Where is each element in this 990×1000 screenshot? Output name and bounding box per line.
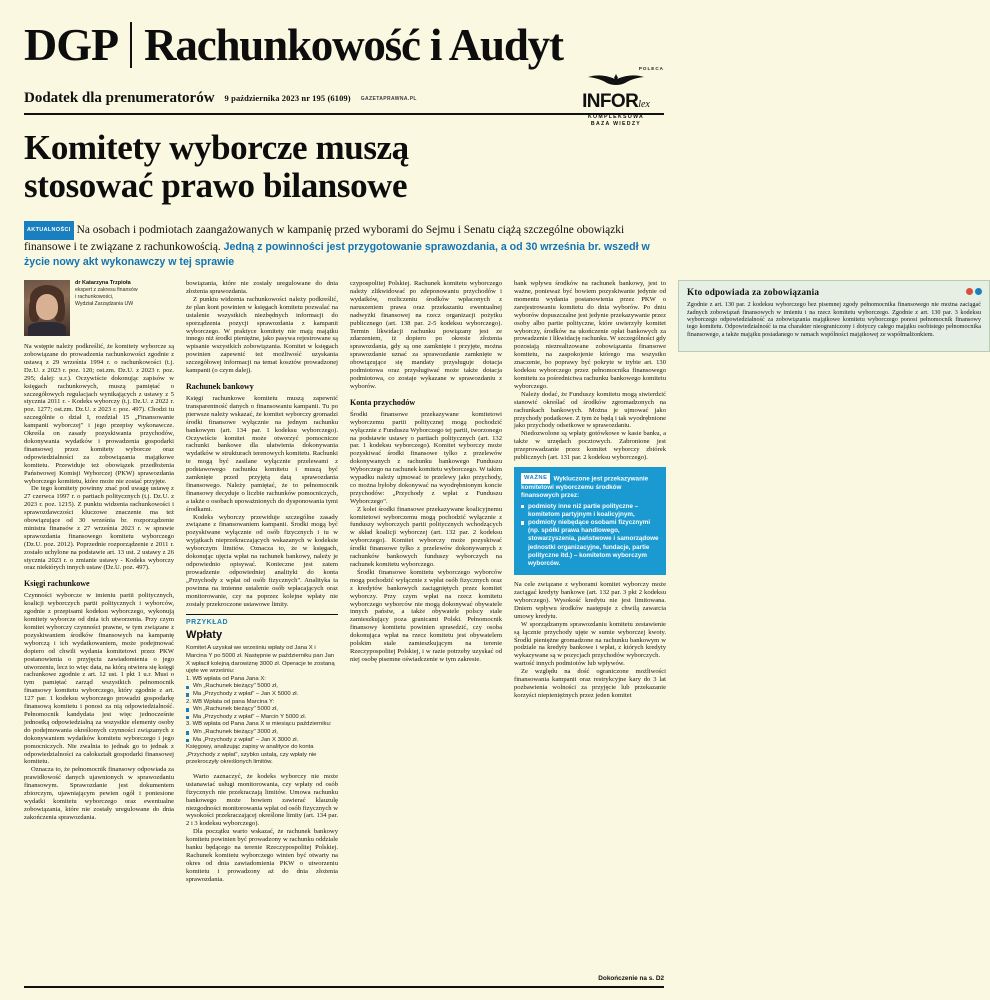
column-2 xyxy=(186,280,338,992)
paragraph: Księgi rachunkowe komitetu muszą zapewnić transparentność danych o finansowaniu kampanii. Tu po pierwsze należy wskazać, że komitet wyborczy gromadzi środki finansowe wyłącznie na jednym rachunku bankowym (art. 134 par. 1 kodeksu wyborczego). Oczywiście komitet może otworzyć pomocnicze rachunki bankowe dla ułatwienia dokonywania wydatków w strukturach terenowych komitetu. Rachunki te mogą być zasilane wyłącznie przelewami z podstawowego rachunku komitetu i muszą być zamknięte przed przyjętą datą sprawozdania finansowego. Należy pamiętać, że to pełnomocnik finansowy decyduje o liczbie rachunków pomocniczych, a także o osobach upoważnionych do dysponowania tymi środkami. xyxy=(186,394,338,513)
masthead-divider xyxy=(130,22,132,68)
info-box-liability xyxy=(678,280,990,352)
publication-logo: DGP xyxy=(24,19,119,70)
example-step-line: Wn „Rachunek bieżący" 5000 zł, xyxy=(186,706,338,714)
paragraph: Na wstępie należy podkreślić, że komitety wyborcze są zobowiązane do prowadzenia rachunkowości zgodnie z ustawą z 29 września 1994 r. o rachunkowości (t.j. Dz.U. z 2023 r. poz. 120; ost.zm. Dz.U. z 2023 r. poz. 295; dalej: u.r.). Oczywiście dokonując zapisów w księgach rachunkowych, muszą pamiętać o szczegółowych regulacjach wynikających z ustawy z 5 stycznia 2011 r. - Kodeks wyborczy (t.j. Dz.U. z 2022 r. poz. 1277; ost.zm. Dz.U. z 2023 r. poz. 497). Chodzi tu szczególnie o dział I, rozdział 15 „Finansowanie kampanii wyborczej" i jego przepisy wykonawcze. Określa on zasady pozyskiwania przychodów, dokonywania wydatków i prowadzenia gospodarki finansowej przez komitety wyborcze oraz odpowiedzialności za zobowiązania majątkowe komitetu. Przewiduje też obowiązek przedłożenia Państwowej Komisji Wyborczej (PKW) sprawozdania wyborczego komitetu, które może nie zostać przyjęte. xyxy=(24,343,174,485)
section-title: Rachunkowość i Audyt xyxy=(144,20,563,70)
example-closing: Księgowy, analizując zapisy w analityce do konta „Przychody z wpłat", szybko ustalą, czy wpłaty nie przekroczyły określonych limitów. xyxy=(186,744,317,766)
box-decoration-icons xyxy=(966,288,982,295)
lead-highlight-text: Jedną z powinności jest przygotowanie sprawozdania, a od 30 września br. wszedł w życie nowy akt wykonawczy w tej sprawie xyxy=(24,240,650,268)
issue-line: 9 października 2023 nr 195 (6109) xyxy=(224,93,351,103)
info-box-body: Zgodnie z art. 130 par. 2 kodeksu wyborczego bez pisemnej zgody pełnomocnika finansowego nie można zaciągać żadnych zobowiązań finansowych w imieniu i na rzecz komitetu wyborczego. Zgodnie z art. 130 par. 3 kodeksu wyborczego odpowiedzialność za zobowiązania majątkowe komitetu wyborczego ponosi pełnomocnik finansowy tego komitetu. Odpowiedzialność ta ma charakter nieograniczony i dotyczy całego majątku osobistego pełnomocnika finansowego, a także majątku posiadanego w ramach wspólności majątkowej ze współmałżonkiem. xyxy=(687,301,981,338)
author-role-3: Wydział Zarządzania UW xyxy=(75,301,134,308)
paragraph: Środki finansowe komitetu wyborczego wyborców mogą pochodzić wyłącznie z wpłat osób fizycznych oraz z kredytów bankowych zaciągniętych przez komitet wyborczy. Przy czym wpłat na rzecz komitetu wyborczego wyborców nie mogą dokonywać obywatele innych państw, a także obywatele polscy stale zamieszkujący poza granicami Polski. Pełnomocnik finansowy komitetu powinien sprawdzić, czy osoba dokonująca wpłat na rzecz komitetu jest obywatelem polskim stale zamieszkującym na terenie Rzeczypospolitej Polskiej, i w razie potrzeby uzyskać od niej osobę pisemne oświadczenie w tym zakresie. xyxy=(350,568,502,663)
sponsor-suffix: lex xyxy=(638,99,650,110)
page-title xyxy=(24,129,664,205)
example-box xyxy=(186,614,338,767)
example-step-line: Ma „Przychody z wpłat" – Jan X 3000 zł. xyxy=(186,737,338,745)
paragraph: Z kolei środki finansowe przekazywane koalicyjnemu komitetowi wyborczemu mogą pochodzić wyłącznie z funduszy wyborczych partii politycznych wchodzących w skład koalicji wyborczej (art. 132 par. 2 kodeksu wyborczego). Komitet wyborczy może pozyskiwać środki finansowe tylko z przelewów dokonywanych z rachunków bankowych funduszy wyborczych na rachunek komitetu wyborczego. xyxy=(350,505,502,569)
paragraph: wartość innych podmiotów lub wpływów. xyxy=(514,660,625,668)
subheading-konta-przychodow: Konta przychodów xyxy=(350,397,416,407)
important-callout-box xyxy=(514,467,666,575)
paragraph: Oznacza to, że pełnomocnik finansowy odpowiada za prawidłowość danych ujawnionych w sprawozdaniu finansowym. Sprawozdanie jest dokumentem zbiorczym, ujawniającym pewien ogół i poniesione wydatki komitetu wyborczego oraz ewentualne zobowiązania, które nie zostały uregulowane do dnia zakończenia sprawozdania. xyxy=(24,766,174,821)
paragraph: Z punktu widzenia rachunkowości należy podkreślić, że plan kont powinien w księgach komitetu pozwalać na ustalenie wszystkich niezbędnych informacji do sporządzenia pozycji sprawozdania z kampanii wyborczego. W praktyce komitety nie mają majątku innego niż środki pieniężne, jako pasywa rejestrowane są wpisanie wszystkich zobowiązania. Komitet w księgach powinien zapewnić też możliwość uzyskania szczegółowej informacji na temat kosztów prowadzonej kampanii (o czym dalej). xyxy=(186,295,338,375)
sponsor-word: INFOR xyxy=(582,91,639,112)
paragraph: Ze względu na dość ograniczone możliwości finansowania kampanii oraz restrykcyjne kary do 3 lat pozbawienia wolności za przyjęcie lub przekazanie korzyści niepieniężnych przez jeden komitet xyxy=(514,668,666,699)
column-3-body xyxy=(350,280,502,664)
important-tag: WAŻNE xyxy=(521,473,550,484)
author-role-1: ekspert z zakresu finansów xyxy=(75,287,138,294)
paragraph: Środki finansowe przekazywane komitetowi wyborczemu partii politycznej mogą pochodzić wyłącznie z Funduszu Wyborczego tej partii, tworzonego na podstawie ustawy o partiach politycznych (art. 132 par. 1 kodeksu wyborczego). Komitet wyborczy może pozyskiwać środki finansowe tylko z przelewów dokonywanych z rachunku bankowego Funduszu Wyborczego na rachunek komitetu wyborczego. W takim wypadku należy ujmować te przelewy jako przychody, co można byłoby dokonywać na wyodrębnionym koncie przychodów: „Przychody z wpłat z Funduszu Wyborczego". xyxy=(350,410,502,505)
subheading-ksiegi-rachunkowe: Księgi rachunkowe xyxy=(24,579,90,589)
important-bullet: podmioty niebędące osobami fizycznymi (np. spółki prawa handlowego, stowarzyszenia, państwowe i samorządowe jednostki organizacyjne, fundacje, partie polityczne itd.) – komitetom wyborczym wyborców. xyxy=(521,519,659,568)
paragraph: Dla początku warto wskazać, że rachunek bankowy komitetu powinien być prowadzony w rachunku oddziale banku będącego na terenie Rzeczypospolitej Polskiej. Rachunek komitetu wyborczego winien być otwarty na okres od dnia zawiadomienia PKW o utworzeniu komitetu i prowadzony aż do dnia złożenia sprawozdania. xyxy=(186,828,338,883)
example-step-line: Ma „Przychody z wpłat" – Marcin Y 5000 zł. xyxy=(186,714,338,722)
continuation-note: Dokończenie na s. D2 xyxy=(598,975,664,982)
paragraph: Należy dodać, że Funduszy komitetu mogą stwierdzić stanowić określać od środków zgromadzonych na rachunkach bankowych. Można je ujmować jako przychody podatkowe. Z tym że będą i tak wyodrębnione jako przychody odsetkowe w sprawozdaniu. xyxy=(514,390,666,430)
important-intro-text: Wykluczone jest przekazywanie komitetowi wyborczemu środków finansowych przez: xyxy=(521,475,649,500)
supplement-label: Dodatek dla prenumeratorów xyxy=(24,90,215,106)
paragraph: W sporządzanym sprawozdaniu komitetu zestawienie są łącznie przychody ujęte w sumie wyborczej kwoty. Środki pieniężne gromadzone na rachunku bankowym w podziale na kredyty bankowe i wpłat, z których kredyty wykazywane są w pozycjach przychodów wyborczych. xyxy=(514,620,666,660)
column-2-tail xyxy=(186,773,338,884)
headline-line-2: stosować prawo bilansowe xyxy=(24,166,408,205)
column-1 xyxy=(24,280,174,992)
example-kicker: PRZYKŁAD xyxy=(186,619,229,627)
column-1-body xyxy=(24,343,174,822)
important-intro xyxy=(521,473,659,501)
author-name: dr Katarzyna Trzpioła xyxy=(75,280,131,287)
paragraph: Kodeks wyborczy przewiduje szczególne zasady związane z finansowaniem kampanii. Środki mogą być pozyskiwane wyłącznie od osób fizycznych i tu w wyjątkach nieprzekraczających wskazanych w kodeksie wyborczym limitów. Oznacza to, że w księgach, dokonując ujęcia wpłat na rachunek bankowy, należy je odpowiednio opisywać. Konieczne jest zatem prowadzenie odpowiedniej analityki do konta „Przychody z wpłat od osób fizycznych". Analityka ta powinna na imienne ustalenie osób wpłacających oraz monitorowanie, czy na poprzez kolejne wpłaty nie zostały przekroczone ustawowe limity. xyxy=(186,513,338,608)
author-details xyxy=(75,280,138,336)
paragraph: Na cele związane z wyborami komitet wyborczy może zaciągać kredyty bankowe (art. 132 par. 3 pkt 2 kodeksu wyborczego). Wysokość kredytu nie jest limitowana. Dniem wpływu środków następuje z chwilą zawarcia umowy kredytu. xyxy=(514,581,666,620)
info-box-title: Kto odpowiada za zobowiązania xyxy=(687,287,820,298)
example-step-label: 2. WB Wpłata od pana Marcina Y: xyxy=(186,698,275,705)
example-step-label: 1. WB wpłata od Pana Jana X: xyxy=(186,675,266,682)
sponsor-recommends-label: POLECA xyxy=(638,66,664,71)
article-columns xyxy=(24,280,981,992)
example-body xyxy=(186,645,338,767)
author-block xyxy=(24,280,174,336)
website-label: GAZETAPRAWNA.PL xyxy=(360,96,417,102)
example-intro: Komitet A uzyskał we wrześniu wpłaty od Jana X i Marcina Y po 5000 zł. Następnie w październiku pan Jan X wpłacił kolejną darowiznę 3000 zł. Operacje te zostaną ujęte we wrześniu: xyxy=(186,645,335,675)
page-footer xyxy=(24,975,664,988)
avatar xyxy=(24,280,70,336)
headline-line-1: Komitety wyborcze muszą xyxy=(24,128,409,167)
column-4-tail xyxy=(514,581,666,700)
sponsor-name xyxy=(568,92,664,114)
column-2-body xyxy=(186,280,338,608)
paragraph: czypospolitej Polskiej. Rachunek komitetu wyborczego należy zlikwidować po zdeponowaniu przychodów i wydatków, rozliczeniu środków wpłaconych z naruszeniem prawa oraz przekazaniu ewentualnej nadwyżki finansowej na rzecz organizacji pożytku publicznego (art. 138 par. 2-5 kodeksu wyborczego). Termin likwidacji rachunku powiązany jest ze zdarzeniem, iż dopiero po okresie złożenia sprawozdania, gdy są one zamknięte i przyjęte, można sprawozdanie uznać za sprawozdanie zamknięte w obowiązujące się mandaty przysługuje dotacja podmiotowa oraz przysługiwać może także dotacja podmiotowa, co zostaje wykazane w sprawozdaniu z wyborów. xyxy=(350,280,502,390)
column-3 xyxy=(350,280,502,992)
lead-paragraph xyxy=(24,221,664,270)
paragraph: bank wpływu środków na rachunek bankowy, jest to ważne, ponieważ być bowiem pozyskiwanie jedynie od momentu wydania postanowienia przez PKW o zarejestrowaniu komitetu do dnia wyborów. Po dniu wyborów dopuszczalne jest jedynie przekazywanie przez osoby albo partie polityczne, które uwierzyły komitet wyborczy, środków na ukończenie opłat bankowych za prowadzenie i likwidację rachunku. W szczególności gdy pozostają niezrealizowane zobowiązania finansowe komitetu, na zaspokojenie którego ma wszystko znaczenie, bo poprawy być pokryte w trybie art. 130 kodeksu wyborczego przez pełnomocnika finansowego komitetu za pośrednictwa rachunku bankowego komitetu wyborczego. xyxy=(514,280,666,390)
author-role-2: i rachunkowości, xyxy=(75,294,114,301)
important-bullet: podmioty inne niż partie polityczne – komitetom partyjnym i koalicyjnym, xyxy=(521,503,659,519)
eagle-icon xyxy=(587,72,645,87)
example-step-line: Wn „Rachunek bieżący" 3000 zł, xyxy=(186,729,338,737)
sponsor-tagline-2: BAZA WIEDZY xyxy=(590,120,642,127)
paragraph: De tego komitety powinny znać pod uwagę ustawę z 27 czerwca 1997 r. o partiach politycznych (t.j. Dz.U. z 2023 r. poz. 1215). Z punktu widzenia rachunkowości i sprawozdawczości kluczowe znaczenie ma też obowiązujące od 30 września br. rozporządzenie ministra finansów z 27 września 2023 r. w sprawie sprawozdania finansowego komitetu wyborczego (Dz.U. poz. 2012). Poprzednie rozporządzenie z 2011 r. zostało uchylone na podstawie art. 13 ust. 2 ustawy z 26 stycznia 2023 r. o zmianie ustawy - Kodeks wyborczy oraz niektórych innych ustaw (Dz.U. poz. 497). xyxy=(24,485,174,572)
example-title: Wpłaty xyxy=(186,629,223,642)
paragraph: Niedozwolone są wpłaty gotówkowe w kasie banku, a także w urzędach pocztowych. Zabronione jest przeprowadzanie przez komitet wyborczy zbiórek publicznych (art. 131 par. 2 kodeksu wyborczego). xyxy=(514,430,666,462)
subheading-rachunek-bankowy: Rachunek bankowy xyxy=(186,381,254,391)
status-badge: AKTUALNOŚCI xyxy=(24,221,74,240)
paragraph: Czynności wyborcze w imieniu partii politycznych, koalicji wyborczych partii politycznych i wyborców, zgodnie z przepisami kodeksu wyborczego, wykonują komitety wyborcze od dnia ich utworzenia. Przy czym komitet wyborczy czynności prawne, w tym związane z pozyskiwaniem środków finansowych na kampanię wyborczą i ich wydatkowaniem, może podejmować dopiero od chwili wydania komitetowi przez PKW postanowienia o przyjęciu zawiadomienia o jego utworzeniu, lecz to więc data, na którą otwiera się księgi rachunkowe zgodnie z art. 12 ust. 1 pkt 1 u.r. Musi o tym pamiętać zarząd wszystkich pełnomocnik finansowy komitetu wyborczego, który zgodnie z art. 127 par. 1 kodeksu wyborczego prowadzi gospodarkę finansową komitetu i ponosi za nią odpowiedzialność. Pełnomocnik kandydata jest więc jednocześnie jednostką odpowiedzialną za wszystkie elementy osoby do podejmowania określonych czynności związanych z dokonywaniem wydatków komitetu wyborczego i jego pomocniczych. Nie zwalnia to jednak go to jednak z odpowiedzialności za całokształt gospodarki finansowej komitetu. xyxy=(24,592,174,766)
paragraph: Warto zaznaczyć, że kodeks wyborczy nie może ustanawiać usługi monitorowania, czy wpłaty od osób fizycznych nie przekraczają limitów. Umowa rachunku bankowego może bowiem zawierać klauzulę niezgodności monitorowania wpłat od osób fizycznych w wysokości przekraczającej określone limity (art. 134 par. 2 i 3 kodeksu wyborczego). xyxy=(186,772,338,828)
footer-rule xyxy=(24,986,664,988)
sponsor-tagline-1: KOMPLEKSOWA xyxy=(587,114,645,120)
dot-icon-blue xyxy=(975,288,982,295)
example-step-line: Ma „Przychody z wpłat" – Jan X 5000 zł. xyxy=(186,691,338,699)
masthead-subbar xyxy=(24,66,664,127)
example-step-line: Wn „Rachunek bieżący" 5000 zł, xyxy=(186,683,338,691)
lead-plain-text: Na osobach i podmiotach zaangażowanych w kampanię przed wyborami do Sejmu i Senatu ciążą szczególne obowiązki finansowe i te związane z rachunkowością. xyxy=(24,224,625,253)
column-4 xyxy=(514,280,666,992)
sponsor-logo xyxy=(568,66,664,127)
dot-icon-red xyxy=(966,288,973,295)
paragraph: bowiązania, które nie zostały uregulowane do dnia złożenia sprawozdania. xyxy=(186,280,338,296)
example-step-label: 3. WB wpłata od Pana Jana X w miesiącu październiku: xyxy=(186,721,332,728)
column-4-body xyxy=(514,280,666,462)
